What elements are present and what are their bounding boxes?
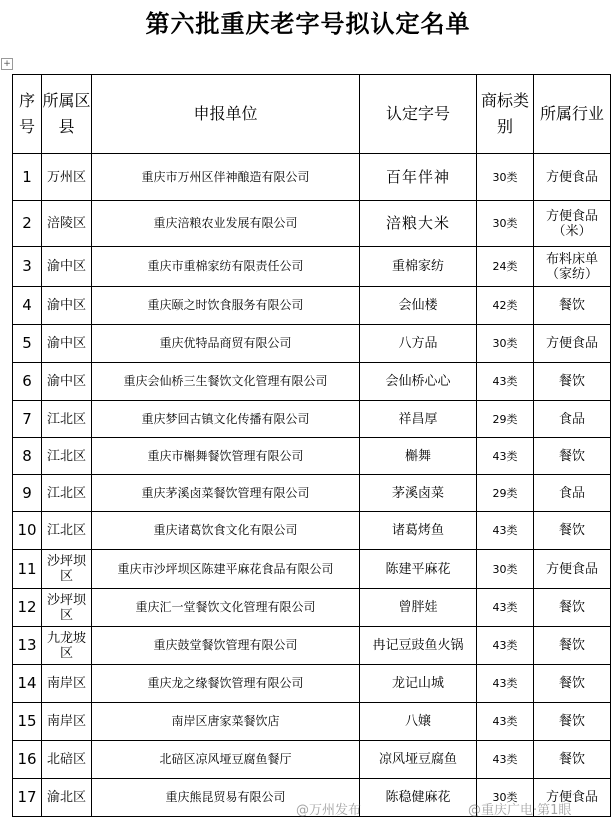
cell-industry: 方便食品 [534, 154, 611, 201]
cell-industry: 布料床单（家纺） [534, 247, 611, 287]
cell-district: 渝中区 [42, 247, 92, 287]
cell-category: 29类 [477, 401, 534, 438]
cell-industry: 餐饮 [534, 363, 611, 401]
cell-category: 30类 [477, 325, 534, 363]
cell-district: 沙坪坝区 [42, 589, 92, 627]
cell-category: 29类 [477, 475, 534, 512]
cell-district: 九龙坡区 [42, 627, 92, 665]
cell-brand: 重棉家纺 [360, 247, 477, 287]
cell-category: 30类 [477, 154, 534, 201]
table-row [13, 247, 611, 287]
cell-brand: 槲舞 [360, 438, 477, 475]
cell-company: 重庆龙之缘餐饮管理有限公司 [92, 665, 360, 703]
cell-seq: 9 [13, 475, 42, 512]
cell-category: 30类 [477, 779, 534, 817]
cell-company: 重庆熊昆贸易有限公司 [92, 779, 360, 817]
cell-brand: 八嬢 [360, 703, 477, 741]
cell-seq: 11 [13, 550, 42, 589]
cell-seq: 4 [13, 287, 42, 325]
cell-district: 江北区 [42, 475, 92, 512]
table-row [13, 325, 611, 363]
cell-company: 重庆市重棉家纺有限责任公司 [92, 247, 360, 287]
cell-industry: 食品 [534, 401, 611, 438]
cell-company: 重庆梦回古镇文化传播有限公司 [92, 401, 360, 438]
table-row [13, 627, 611, 665]
cell-brand: 茅溪卤菜 [360, 475, 477, 512]
table-row [13, 741, 611, 779]
roster-table [12, 74, 611, 817]
cell-company: 重庆会仙桥三生餐饮文化管理有限公司 [92, 363, 360, 401]
cell-seq: 17 [13, 779, 42, 817]
cell-industry: 餐饮 [534, 287, 611, 325]
header-district: 所属区县 [42, 75, 92, 154]
cell-company: 重庆诸葛饮食文化有限公司 [92, 512, 360, 550]
table-row [13, 438, 611, 475]
header-brand: 认定字号 [360, 75, 477, 154]
table-row [13, 363, 611, 401]
cell-brand: 百年伴神 [360, 154, 477, 201]
cell-industry: 餐饮 [534, 665, 611, 703]
cell-seq: 2 [13, 201, 42, 247]
cell-industry: 方便食品（米） [534, 201, 611, 247]
cell-seq: 5 [13, 325, 42, 363]
cell-company: 重庆优特品商贸有限公司 [92, 325, 360, 363]
cell-seq: 3 [13, 247, 42, 287]
cell-company: 重庆颐之时饮食服务有限公司 [92, 287, 360, 325]
table-row [13, 512, 611, 550]
cell-seq: 7 [13, 401, 42, 438]
watermark-left: @万州发布 [296, 803, 362, 818]
cell-district: 江北区 [42, 401, 92, 438]
cell-district: 南岸区 [42, 703, 92, 741]
header-seq: 序号 [13, 75, 42, 154]
cell-category: 42类 [477, 287, 534, 325]
cell-category: 43类 [477, 703, 534, 741]
cell-company: 重庆茅溪卤菜餐饮管理有限公司 [92, 475, 360, 512]
cell-district: 沙坪坝区 [42, 550, 92, 589]
table-row [13, 703, 611, 741]
cell-industry: 餐饮 [534, 512, 611, 550]
cell-district: 渝中区 [42, 325, 92, 363]
cell-industry: 方便食品 [534, 550, 611, 589]
cell-industry: 餐饮 [534, 741, 611, 779]
cell-category: 43类 [477, 627, 534, 665]
cell-industry: 餐饮 [534, 703, 611, 741]
cell-industry: 方便食品 [534, 779, 611, 817]
cell-seq: 12 [13, 589, 42, 627]
cell-seq: 1 [13, 154, 42, 201]
table-row [13, 589, 611, 627]
cell-category: 43类 [477, 665, 534, 703]
cell-industry: 食品 [534, 475, 611, 512]
cell-category: 24类 [477, 247, 534, 287]
cell-company: 重庆鼓堂餐饮管理有限公司 [92, 627, 360, 665]
cell-industry: 餐饮 [534, 589, 611, 627]
cell-company: 重庆市沙坪坝区陈建平麻花食品有限公司 [92, 550, 360, 589]
table-row [13, 201, 611, 247]
table-row [13, 401, 611, 438]
cell-industry: 餐饮 [534, 438, 611, 475]
cell-company: 重庆涪粮农业发展有限公司 [92, 201, 360, 247]
cell-seq: 15 [13, 703, 42, 741]
table-move-handle-icon[interactable]: + [1, 58, 13, 70]
cell-company: 南岸区唐家菜餐饮店 [92, 703, 360, 741]
cell-district: 江北区 [42, 438, 92, 475]
cell-district: 南岸区 [42, 665, 92, 703]
cell-district: 渝北区 [42, 779, 92, 817]
cell-company: 重庆市槲舞餐饮管理有限公司 [92, 438, 360, 475]
cell-seq: 8 [13, 438, 42, 475]
cell-district: 涪陵区 [42, 201, 92, 247]
table-row [13, 287, 611, 325]
cell-seq: 6 [13, 363, 42, 401]
cell-category: 43类 [477, 438, 534, 475]
header-category: 商标类别 [477, 75, 534, 154]
cell-industry: 餐饮 [534, 627, 611, 665]
cell-category: 30类 [477, 550, 534, 589]
cell-category: 43类 [477, 363, 534, 401]
cell-brand: 涪粮大米 [360, 201, 477, 247]
cell-brand: 冉记豆豉鱼火锅 [360, 627, 477, 665]
cell-brand: 诸葛烤鱼 [360, 512, 477, 550]
document-title: 第六批重庆老字号拟认定名单 [145, 10, 471, 38]
cell-company: 重庆汇一堂餐饮文化管理有限公司 [92, 589, 360, 627]
cell-industry: 方便食品 [534, 325, 611, 363]
cell-company: 重庆市万州区伴神酿造有限公司 [92, 154, 360, 201]
table-row [13, 665, 611, 703]
cell-category: 43类 [477, 512, 534, 550]
cell-brand: 龙记山城 [360, 665, 477, 703]
watermark-right: @重庆广电·第1眼 [468, 803, 572, 818]
cell-brand: 陈建平麻花 [360, 550, 477, 589]
cell-brand: 凉风垭豆腐鱼 [360, 741, 477, 779]
table-header-row [13, 75, 611, 154]
cell-seq: 13 [13, 627, 42, 665]
cell-district: 渝中区 [42, 363, 92, 401]
header-company: 申报单位 [92, 75, 360, 154]
cell-category: 30类 [477, 201, 534, 247]
cell-brand: 祥昌厚 [360, 401, 477, 438]
cell-district: 江北区 [42, 512, 92, 550]
cell-brand: 曾胖娃 [360, 589, 477, 627]
cell-district: 渝中区 [42, 287, 92, 325]
cell-seq: 16 [13, 741, 42, 779]
cell-seq: 10 [13, 512, 42, 550]
cell-brand: 陈稳健麻花 [360, 779, 477, 817]
cell-district: 北碚区 [42, 741, 92, 779]
cell-seq: 14 [13, 665, 42, 703]
cell-category: 43类 [477, 589, 534, 627]
header-industry: 所属行业 [534, 75, 611, 154]
table-row [13, 475, 611, 512]
cell-company: 北碚区凉风垭豆腐鱼餐厅 [92, 741, 360, 779]
cell-category: 43类 [477, 741, 534, 779]
table-row [13, 154, 611, 201]
table-row [13, 550, 611, 589]
cell-district: 万州区 [42, 154, 92, 201]
cell-brand: 会仙桥心心 [360, 363, 477, 401]
cell-brand: 会仙楼 [360, 287, 477, 325]
cell-brand: 八方品 [360, 325, 477, 363]
